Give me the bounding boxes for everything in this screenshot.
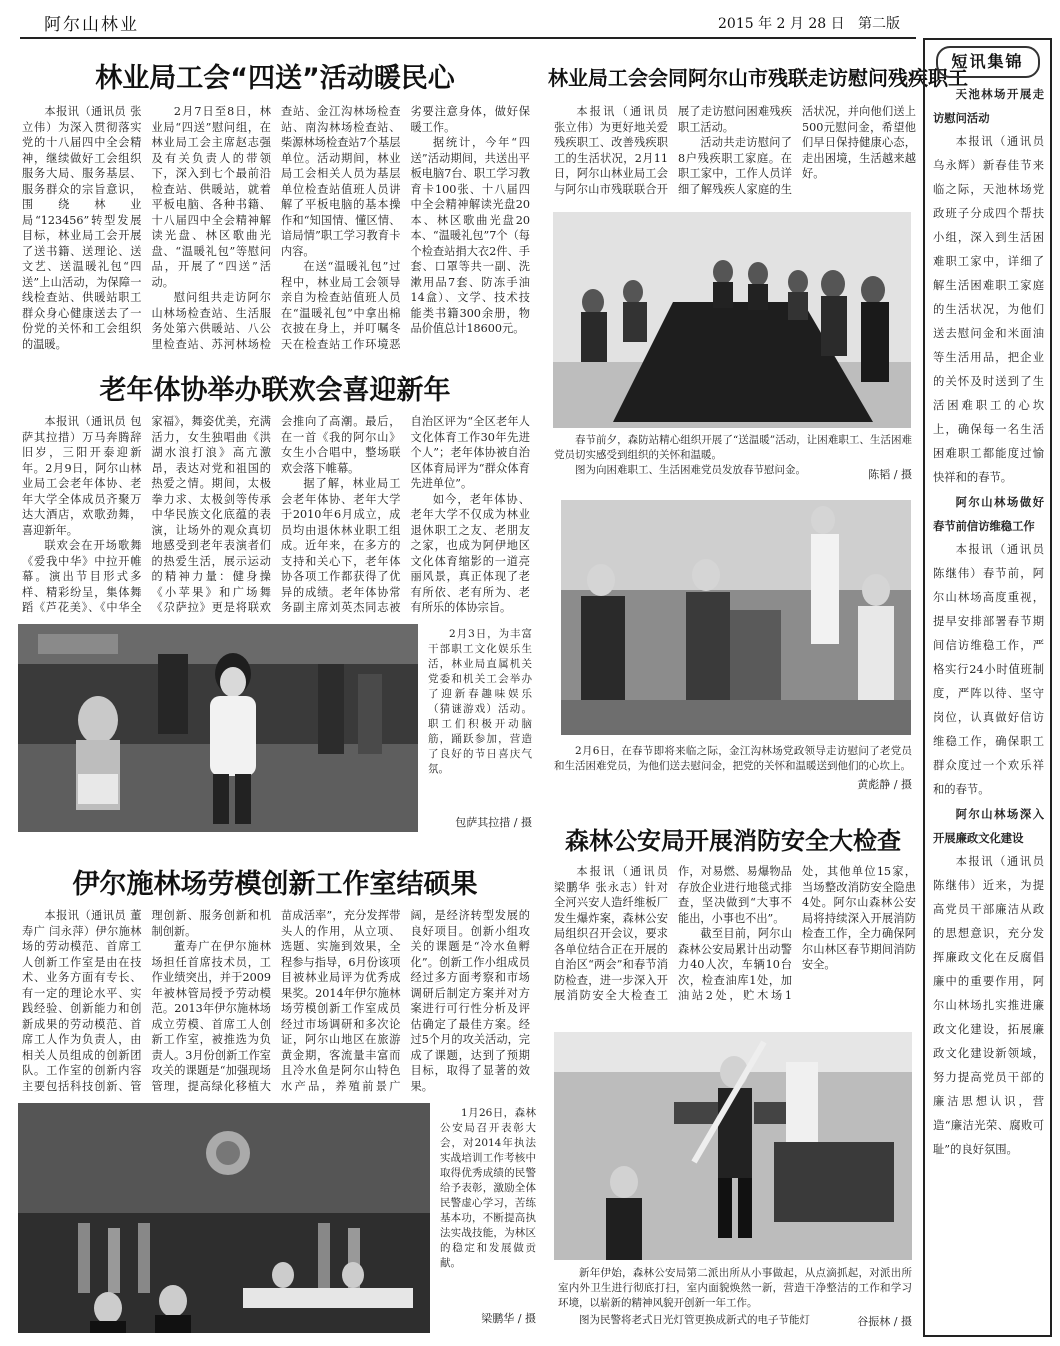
photo-meeting-credit: 陈韬 / 摄 [868,468,912,481]
photo-lamp-caption [558,1266,912,1316]
caption-text: 图为民警将老式日光灯管更换成新式的电子节能灯 [579,1314,810,1326]
article-paragraph: 本报讯（通讯员 张立伟）为更好地关爱残疾职工、改善残疾职工的生活状况，2月11日，阿尔山林业局工会与阿尔山市残联联合开展了走访慰问困难残疾职工活动。 [554,105,792,196]
caption-text: 2月6日，在春节即将来临之际，金江沟林场党政领导走访慰问了老党员和生活困难党员，为他们送去慰问金，把党的关怀和温暖送到他们的心坎上。 [554,745,912,772]
headline-fire-check: 森林公安局开展消防安全大检查 [565,827,901,855]
article-paragraph: 据统计，今年“四送”活动期间，共送出平板电脑7台、职工学习教育卡100张、十八届四中全会精神解读光盘20本、林区歌曲光盘20本、“温暖礼包”7个（每个检查站捐大衣2件、手套、口罩等共一副、洗漱用品7套、防冻手油14盒）、文学、技术技能类书籍300余册，物品价值总计18600元。 [410,136,530,335]
article-paragraph: 联欢会在开场歌舞《爱我中华》中拉开帷幕。演出节目形式多样、精彩纷呈，集体舞蹈《芦花美》、《中华全家福》，舞姿优美，充满活力，女生独唱曲《洪湖水浪打浪》高亢激昂，表达对党和祖国的热爱之情。期间，太极拳力求、太极剑等传承中华民族文化底蕴的表演，让场外的观众真切地感受到老年表演者们的热爱生活，展示运动的精神力量：健身操《小苹果》和广场舞《尕萨拉》更是将联欢会推向了高潮。最后，在一首《我的阿尔山》女生小合唱中，整场联欢会落下帷幕。 [22,415,401,614]
photo-award-caption [440,1106,536,1304]
article-model-workshop [22,908,530,1096]
caption-text: 图为向困难职工、生活困难党员发放春节慰问金。 [575,464,806,476]
photo-award-credit: 梁鹏华 / 摄 [481,1312,536,1325]
sidebar-item-text: 本报讯（通讯员 陈继伟）近来，为提高党员干部廉洁从政的思想意识，充分发挥廉政文化在反腐倡廉中的重要作用，阿尔山林场扎实推进廉政文化建设，拓展廉政文化建设新领域，努力提高党员干部的廉洁思想认识，营造“廉洁光荣、腐败可耻”的良好氛围。 [933,855,1044,1156]
photo-lamp-replace [554,1032,912,1260]
photo-riddle-game [18,624,418,832]
article-paragraph: 本报讯（通讯员 张立伟）为深入贯彻落实党的十八届四中全会精神，继续做好工会组织服务大局、服务基层、服务群众的宗旨意识，围绕林业局“123456”转型发展目标，林业局工会开展了送书籍、送理论、送文艺、送温暖礼包“四送”上山活动，为保障一线检查站、供暖站职工群众身心健康送去了一份党的关怀和工会组织的温暖。 [22,105,142,351]
article-fire-check [554,864,916,1026]
headline-model-workshop: 伊尔施林场劳模创新工作室结硕果 [72,869,478,900]
article-elderly [22,414,530,616]
headline-four-sends: 林业局工会“四送”活动暖民心 [95,63,455,94]
photo-award-meeting [18,1103,430,1333]
article-paragraph: 董寿广在伊尔施林场担任首席技术员，工作业绩突出，并于2009年被林管局授予劳动模范。2013年伊尔施林场成立劳模、首席工人创新工作室，被推选为负责人。3月份创新工作室攻关的课题是“加强现场管理，提高绿化移植大苗成活率”，充分发挥带头人的作用，从立项、选题、实施到效果，全程参与指导，6月份该项目被林业局评为优秀成果奖。2014年伊尔施林场劳模创新工作室成员经过市场调研和多次论证，阿尔山地区在旅游黄金期，客流量丰富而且冷水鱼是阿尔山特色水产品，养殖前景广阔，是经济转型发展的良好项目。创新小组攻关的课题是“冷水鱼孵化”。创新工作小组成员经过多方面考察和市场调研后制定方案并对方案进行可行性分析及评估确定了最佳方案。经过5个月的攻关活动，完成了课题，达到了预期目标，取得了显著的效果。 [151,909,530,1093]
article-disabled-visit [554,104,916,204]
article-paragraph: 本报讯（通讯员 梁鹏华 张永志）针对全河兴安人造纤维板厂发生爆炸案，森林公安局组织召开会议，要求各单位结合正在开展的自治区“两会”和春节消防检查，进一步深入开展消防安全大检查工作，对易燃、易爆物品存放企业进行地毯式排查，坚决做到“大事不能出，小事也不出”。 [554,865,792,1002]
article-paragraph: 2月7日至8日，林业局“四送”慰问组，在林业局工会主席赵志强及有关负责人的带领下，深入到七个最前沿检查站、供暖站，就着平板电脑、各种书籍、十八届四中全会精神解读光盘、林区歌曲光盘、“温暖礼包”等慰问品，开展了“四送”活动。 [151,105,271,289]
photo-lamp-caption-2 [558,1313,828,1329]
photo-party-visit [561,500,911,735]
photo-meeting-room [553,212,911,428]
sidebar-item-heading: 天池林场开展走访慰问活动 [933,87,1044,125]
article-four-sends [22,104,530,352]
sidebar-item-heading: 阿尔山林场深入开展廉政文化建设 [933,807,1044,845]
sidebar-body [925,82,1050,1162]
paper-name: 阿尔山林业 [44,15,139,35]
article-paragraph: 如今，老年体协、老年大学不仅成为林业退休职工之友、老朋友之家，也成为阿伊地区文化体育缩影的一道亮丽风景，真正体现了老有所依、老有所为、老有所乐的体协宗旨。 [410,492,530,614]
news-brief-sidebar [923,38,1052,1337]
sidebar-item-text: 本报讯（通讯员 乌永辉）新春佳节来临之际，天池林场党政班子分成四个帮扶小组，深入到生活困难职工家中，详细了解生活困难职工家庭的生活状况，为他们送去慰问金和米面油等生活用品，把企业的关怀及时送到了生活困难职工的心坎上，确保每一名生活困难职工都能度过愉快祥和的春节。 [933,135,1044,484]
sidebar-item-heading: 阿尔山林场做好春节前信访维稳工作 [933,495,1044,533]
photo-riddle-caption [428,627,532,817]
article-paragraph: 在送“温暖礼包”过程中，林业局工会领导亲自为检查站值班人员在“温暖礼包”中拿出棉衣披在身上，并叮嘱冬天在检查站工作环境恶劣要注意身体，做好保暖工作。 [281,105,530,351]
headline-disabled-visit: 林业局工会会同阿尔山市残联走访慰问残疾职工 [548,66,968,90]
caption-text: 2月3日，为丰富干部职工文化娱乐生活，林业局直属机关党委和机关工会举办了迎新春趣味娱乐（猜谜游戏）活动。职工们积极开动脑筋，踊跃参加，营造了良好的节日喜庆气氛。 [428,628,532,775]
headline-elderly: 老年体协举办联欢会喜迎新年 [99,375,451,406]
masthead-rule [20,37,916,39]
caption-text: 新年伊始，森林公安局第二派出所从小事做起，从点滴抓起，对派出所室内外卫生进行彻底打扫，室内面貌焕然一新，营造干净整洁的工作和学习环境，以崭新的精神风貌开创新一年工作。 [558,1267,912,1309]
issue-date-page: 2015 年 2 月 28 日 第二版 [718,16,900,32]
article-paragraph: 截至目前，阿尔山森林公安局累计出动警力40人次，车辆10台次，检查油库1处，加油站2处，贮木场1处，其他单位15家，当场整改消防安全隐患4处。阿尔山森林公安局将持续深入开展消防检查工作，全力确保阿尔山林区春节期间消防安全。 [678,865,916,1002]
article-paragraph: 慰问组共走访阿尔山林场检查站、生活服务处第六供暖站、八公里检查站、苏河林场检查站、金江沟林场检查站、南沟林场检查站、柴源林场检查站7个基层单位。活动期间，林业局工会相关人员为基层单位检查站值班人员讲解了平板电脑的基本操作和“知国情、懂区情、谙局情”职工学习教育卡内容。 [151,105,401,351]
article-paragraph: 本报讯（通讯员 董寿广 闫永萍）伊尔施林场的劳动模范、首席工人创新工作室是由在技术、业务方面有专长、有一定的理论水平、实践经验、创新能力和创新成果的劳动模范、首席工人作为负责人，由相关人员组成的创新团队。工作室的创新内容主要包括科技创新、管理创新、服务创新和机制创新。 [22,909,271,1093]
sidebar-item-text: 本报讯（通讯员 陈继伟）春节前，阿尔山林场高度重视，提早安排部署春节期间信访维稳工作，严格实行24小时值班制度，严阵以待、坚守岗位，认真做好信访维稳工作，确保职工群众度过一个欢乐祥和的春节。 [933,543,1044,796]
article-paragraph: 据了解，林业局工会老年体协、老年大学于2010年6月成立，成员均由退休林业职工组成。近年来，在多方的支持和关心下，老年体协各项工作都获得了优异的成绩。老年体协常务副主席刘英杰同志被自治区评为“全区老年人文化体育工作30年先进个人”；老年体协被自治区体育局评为“群众体育先进单位”。 [281,415,530,614]
photo-lamp-credit: 谷振林 / 摄 [857,1315,912,1328]
caption-text: 春节前夕，森防站精心组织开展了“送温暖”活动，让困难职工、生活困难党员切实感受到组织的关怀和温暖。 [554,434,912,461]
sidebar-title: 短讯集锦 [936,46,1040,78]
photo-party-credit: 黄彪静 / 摄 [857,778,912,791]
article-paragraph: 活动共走访慰问了8户残疾职工家庭。在职工家中，工作人员详细了解残疾人家庭的生活状况，并向他们送上500元慰问金，希望他们早日保持健康心态，走出困境，生活越来越好。 [678,105,916,196]
photo-riddle-credit: 包萨其拉措 / 摄 [455,816,532,829]
article-paragraph: 本报讯（通讯员 包萨其拉措）万马奔腾辞旧岁，三阳开泰迎新年。2月9日，阿尔山林业局工会老年体协、老年大学全体成员齐聚万达大酒店，欢歌劲舞，喜迎新年。 [22,415,142,537]
caption-text: 1月26日，森林公安局召开表彰大会，对2014年执法实战培训工作考核中取得优秀成绩的民警给予表彰，激励全体民警虚心学习，苦练基本功，不断提高执法实战技能，为林区的稳定和发展做贡献。 [440,1107,536,1269]
